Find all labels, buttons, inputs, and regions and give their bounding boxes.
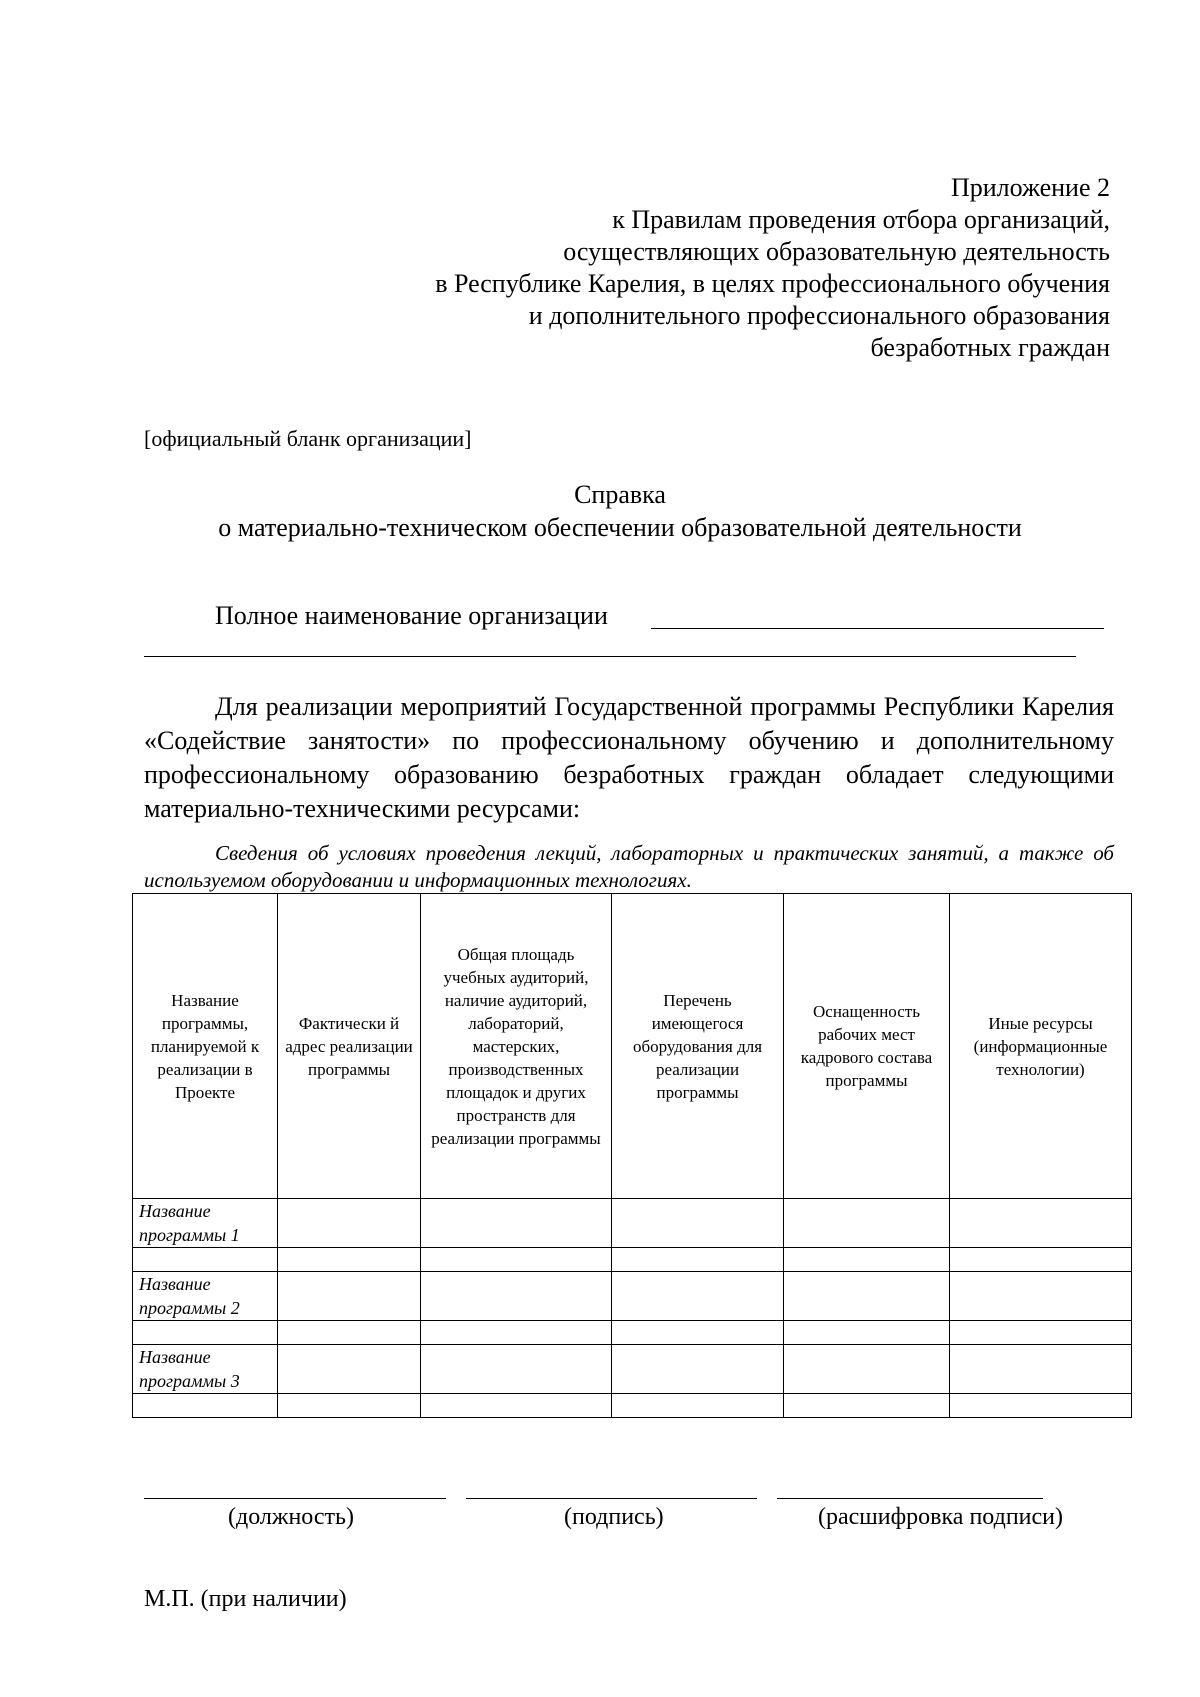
table-cell[interactable]	[612, 1394, 784, 1418]
appendix-line: в Республике Карелия, в целях профессионального обучения	[435, 269, 1110, 298]
org-name-blank-line[interactable]	[651, 628, 1104, 629]
table-cell[interactable]	[950, 1248, 1132, 1272]
signature-caption: (подпись)	[564, 1504, 664, 1530]
table-cell[interactable]	[950, 1345, 1132, 1394]
header-staff-equipment: Оснащенность рабочих мест кадрового состава программы	[784, 894, 950, 1199]
table-cell[interactable]	[612, 1345, 784, 1394]
table-cell[interactable]	[784, 1345, 950, 1394]
header-program-name: Название программы, планируемой к реализации в Проекте	[133, 894, 278, 1199]
program-name-cell: Название программы 3	[133, 1345, 278, 1394]
title-line-2: о материально-техническом обеспечении образовательной деятельности	[218, 513, 1022, 542]
table-cell[interactable]	[950, 1321, 1132, 1345]
appendix-line: к Правилам проведения отбора организаций,	[612, 205, 1110, 234]
table-cell[interactable]	[950, 1394, 1132, 1418]
table-cell[interactable]	[784, 1321, 950, 1345]
org-name-blank-line-2[interactable]	[144, 656, 1076, 657]
table-cell[interactable]	[133, 1321, 278, 1345]
position-caption: (должность)	[228, 1504, 354, 1530]
header-address: Фактически й адрес реализации программы	[278, 894, 421, 1199]
table-cell[interactable]	[278, 1272, 421, 1321]
intro-paragraph: Для реализации мероприятий Государственной программы Республики Карелия «Содействие занятости» по профессиональному обучению и дополнительному профессиональному образованию безработных граждан обладает следующими материально-техническими ресурсами:	[144, 692, 1114, 823]
header-area: Общая площадь учебных аудиторий, наличие аудиторий, лабораторий, мастерских, производственных площадок и других пространств для реализации программы	[421, 894, 612, 1199]
table-cell[interactable]	[612, 1272, 784, 1321]
appendix-line: безработных граждан	[870, 333, 1110, 362]
table-cell[interactable]	[612, 1248, 784, 1272]
position-signature-line[interactable]	[144, 1498, 446, 1499]
table-cell[interactable]	[950, 1272, 1132, 1321]
table-cell[interactable]	[784, 1199, 950, 1248]
document-title	[130, 478, 1110, 544]
table-cell[interactable]	[421, 1199, 612, 1248]
table-cell[interactable]	[421, 1345, 612, 1394]
appendix-block	[210, 172, 1110, 364]
table-header-row	[133, 894, 1132, 1199]
table-cell[interactable]	[278, 1394, 421, 1418]
header-other-resources: Иные ресурсы (информационные технологии)	[950, 894, 1132, 1199]
table-cell[interactable]	[278, 1199, 421, 1248]
table-row	[133, 1272, 1132, 1321]
table-row	[133, 1394, 1132, 1418]
appendix-line: и дополнительного профессионального образования	[528, 301, 1110, 330]
table-caption: Сведения об условиях проведения лекций, лабораторных и практических занятий, а также об используемом оборудовании и информационных технологиях.	[144, 841, 1114, 892]
table-cell[interactable]	[612, 1321, 784, 1345]
table-cell[interactable]	[784, 1272, 950, 1321]
table-cell[interactable]	[784, 1248, 950, 1272]
signature-decoding-line[interactable]	[777, 1498, 1043, 1499]
table-cell[interactable]	[278, 1321, 421, 1345]
table-cell[interactable]	[421, 1394, 612, 1418]
title-line-1: Справка	[574, 480, 666, 509]
resources-table	[132, 893, 1132, 1418]
table-cell[interactable]	[278, 1248, 421, 1272]
table-row	[133, 1248, 1132, 1272]
header-equipment: Перечень имеющегося оборудования для реализации программы	[612, 894, 784, 1199]
stamp-label: М.П. (при наличии)	[144, 1586, 347, 1612]
decoding-caption: (расшифровка подписи)	[818, 1504, 1063, 1530]
table-row	[133, 1345, 1132, 1394]
table-cell[interactable]	[421, 1321, 612, 1345]
table-cell[interactable]	[421, 1272, 612, 1321]
appendix-line: Приложение 2	[950, 173, 1110, 202]
table-cell[interactable]	[133, 1394, 278, 1418]
program-name-cell: Название программы 1	[133, 1199, 278, 1248]
appendix-line: осуществляющих образовательную деятельность	[563, 237, 1110, 266]
table-cell[interactable]	[612, 1199, 784, 1248]
table-cell[interactable]	[950, 1199, 1132, 1248]
table-row	[133, 1199, 1132, 1248]
table-cell[interactable]	[278, 1345, 421, 1394]
table-cell[interactable]	[133, 1248, 278, 1272]
org-name-label: Полное наименование организации	[215, 601, 608, 630]
table-cell[interactable]	[784, 1394, 950, 1418]
table-cell[interactable]	[421, 1248, 612, 1272]
table-row	[133, 1321, 1132, 1345]
official-blank-label: [официальный бланк организации]	[144, 426, 472, 451]
program-name-cell: Название программы 2	[133, 1272, 278, 1321]
signature-line[interactable]	[466, 1498, 757, 1499]
